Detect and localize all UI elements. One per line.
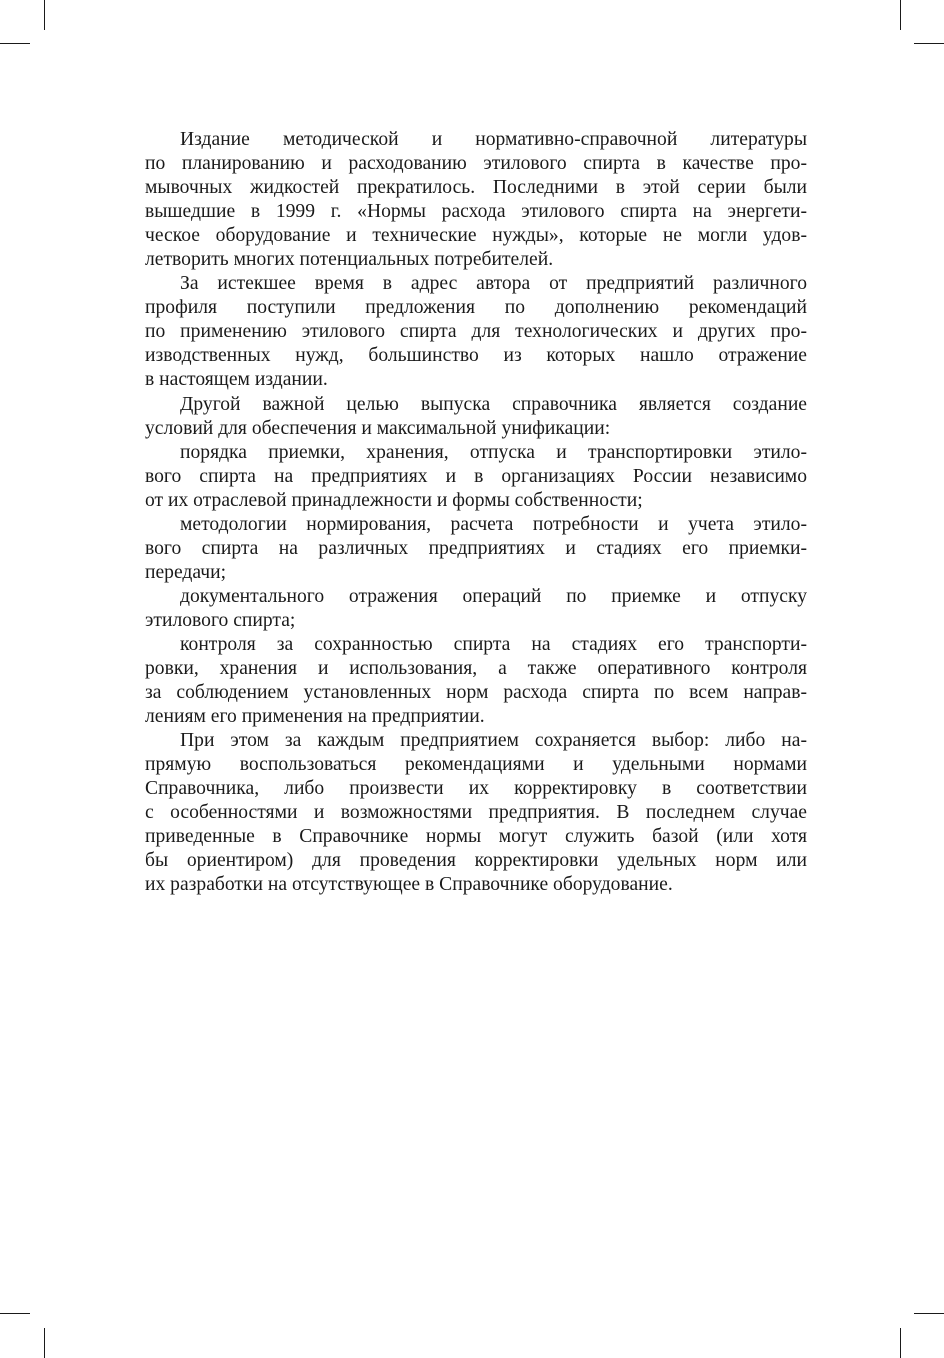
body-text [145,128,807,898]
paragraph [145,128,807,272]
text-line: вышедшие в 1999 г. «Нормы расхода этилового спирта на энергети- [145,201,807,223]
text-line: от их отраслевой принадлежности и формы собственности; [145,489,643,511]
text-line: вого спирта на предприятиях и в организациях России независимо [145,465,807,487]
text-line: бы ориентиром) для проведения корректировки удельных норм или [145,850,807,872]
text-line: приведенные в Справочнике нормы могут служить базой (или хотя [145,826,807,848]
text-line: порядка приемки, хранения, отпуска и транспортировки этило- [180,441,807,463]
crop-mark-top-right-vertical [900,0,901,30]
crop-mark-top-left-horizontal [0,43,30,44]
text-line: с особенностями и возможностями предприятия. В последнем случае [145,802,807,824]
paragraph [145,441,807,513]
crop-mark-bottom-left-vertical [44,1328,45,1358]
crop-mark-bottom-right-vertical [900,1328,901,1358]
paragraph [145,393,807,441]
crop-mark-top-left-vertical [44,0,45,30]
crop-mark-bottom-right-horizontal [914,1313,944,1314]
paragraph [145,272,807,392]
text-line: летворить многих потенциальных потребителей. [145,249,554,271]
text-line: Другой важной целью выпуска справочника является создание [180,393,807,415]
text-line: передачи; [145,561,227,583]
crop-mark-bottom-left-horizontal [0,1313,30,1314]
text-line: по применению этилового спирта для технологических и других про- [145,321,807,343]
text-line: Издание методической и нормативно-справочной литературы [180,129,807,150]
text-line: ческое оборудование и технические нужды», которые не могли удов- [145,225,807,247]
text-line: их разработки на отсутствующее в Справочнике оборудование. [145,874,673,896]
text-line: изводственных нужд, большинство из которых нашло отражение [145,345,807,367]
paragraph [145,729,807,897]
text-line: прямую воспользоваться рекомендациями и удельными нормами [145,754,807,776]
text-line: вого спирта на различных предприятиях и стадиях его приемки- [145,537,807,559]
text-line: ровки, хранения и использования, а также оперативного контроля [145,658,807,680]
text-line: Справочника, либо произвести их корректировку в соответствии [145,778,807,800]
text-line: документального отражения операций по приемке и отпуску [180,585,807,607]
text-line: методологии нормирования, расчета потребности и учета этило- [180,513,807,535]
text-line: лениям его применения на предприятии. [145,706,485,728]
text-line: по планированию и расходованию этилового спирта в качестве про- [145,153,807,175]
text-line: При этом за каждым предприятием сохраняется выбор: либо на- [180,730,807,752]
text-line: За истекшее время в адрес автора от предприятий различного [180,273,807,295]
crop-mark-top-right-horizontal [914,43,944,44]
text-line: этилового спирта; [145,609,296,631]
text-line: условий для обеспечения и максимальной унификации: [145,417,611,439]
text-line: в настоящем издании. [145,369,328,391]
text-line: мывочных жидкостей прекратилось. Последними в этой серии были [145,177,807,199]
text-line: за соблюдением установленных норм расхода спирта по всем направ- [145,682,807,704]
paragraph [145,633,807,729]
paragraph [145,513,807,585]
text-line: профиля поступили предложения по дополнению рекомендаций [145,297,807,319]
text-line: контроля за сохранностью спирта на стадиях его транспорти- [180,633,807,655]
paragraph [145,585,807,633]
